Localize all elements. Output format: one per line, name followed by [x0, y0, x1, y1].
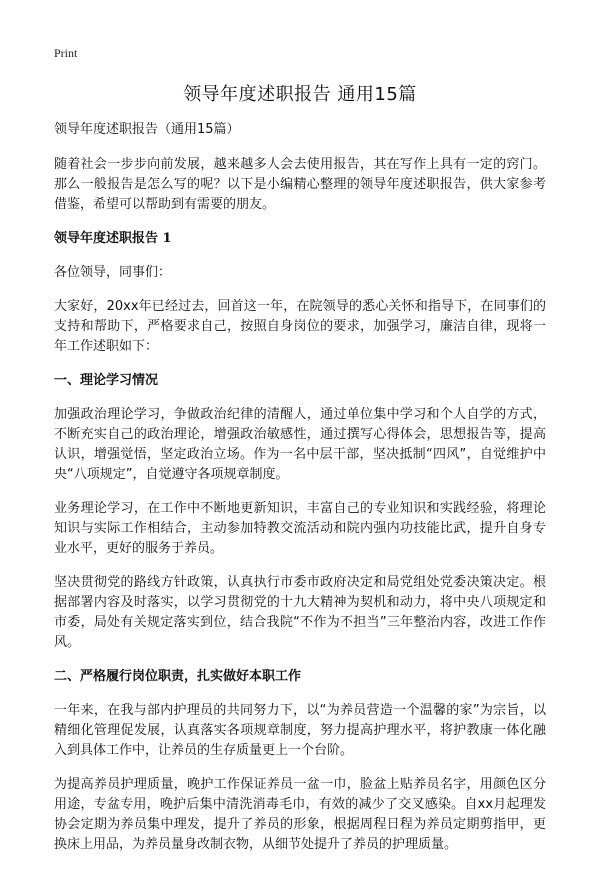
document-title: 领导年度述职报告 通用15篇 — [183, 84, 417, 105]
section2-paragraph-2: 为提高养员护理质量，晚护工作保证养员一盆一巾，脸盆上贴养员名字，用颜色区分用途，专盆专用，晚护后集中清洗消毒毛巾，有效的减少了交叉感染。自xx月起理发协会定期为养员集中理发，提升了养员的形象，根据周程日程为养员定期剪指甲，更换床上用品，为养员量身改制衣物，从细节处提升了养员的护理质量。 — [54, 777, 546, 852]
section2-paragraph-1: 一年来，在我与部内护理员的共同努力下，以“为养员营造一个温馨的家”为宗旨，以精细化管理促发展，认真落实各项规章制度，努力提高护理水平，将护教康一体化融入到具体工作中，让养员的生存质量更上一个台阶。 — [54, 703, 546, 758]
document-subtitle: 领导年度述职报告（通用15篇） — [54, 122, 240, 137]
section2-heading: 二、严格履行岗位职责，扎实做好本职工作 — [54, 669, 302, 684]
opening-paragraph: 大家好，20xx年已经过去，回首这一年，在院领导的悉心关怀和指导下，在同事们的支持和帮助下，严格要求自己，按照自身岗位的要求，加强学习，廉洁自律，现将一年工作述职如下： — [54, 299, 546, 354]
greeting-paragraph: 各位领导，同事们： — [54, 265, 172, 280]
report-heading: 领导年度述职报告 1 — [54, 231, 172, 246]
intro-paragraph: 随着社会一步步向前发展，越来越多人会去使用报告，其在写作上具有一定的窍门。那么一般报告是怎么写的呢？以下是小编精心整理的领导年度述职报告，供大家参考借鉴，希望可以帮助到有需要的朋友。 — [54, 157, 546, 212]
print-label: Print — [54, 46, 78, 60]
section1-heading: 一、理论学习情况 — [54, 373, 159, 388]
section1-paragraph-3: 坚决贯彻党的路线方针政策，认真执行市委市政府决定和局党组处党委决策决定。根据部署内容及时落实，以学习贯彻党的十九大精神为契机和动力，将中央八项规定和市委，局处有关规定落实到位，结合我院“不作为不担当”三年整治内容，改进工作作风。 — [54, 575, 546, 650]
document-body — [54, 120, 546, 869]
section1-paragraph-2: 业务理论学习，在工作中不断地更新知识，丰富自己的专业知识和实践经验，将理论知识与实际工作相结合，主动参加特教交流活动和院内强内功技能比武，提升自身专业水平，更好的服务于养员。 — [54, 501, 546, 556]
section1-paragraph-1: 加强政治理论学习，争做政治纪律的清醒人，通过单位集中学习和个人自学的方式，不断充实自己的政治理论，增强政治敏感性，通过撰写心得体会，思想报告等，提高认识，增强觉悟，坚定政治立场。作为一名中层干部，坚决抵制“四风”，自觉维护中央“八项规定”，自觉遵守各项规章制度。 — [54, 407, 546, 482]
